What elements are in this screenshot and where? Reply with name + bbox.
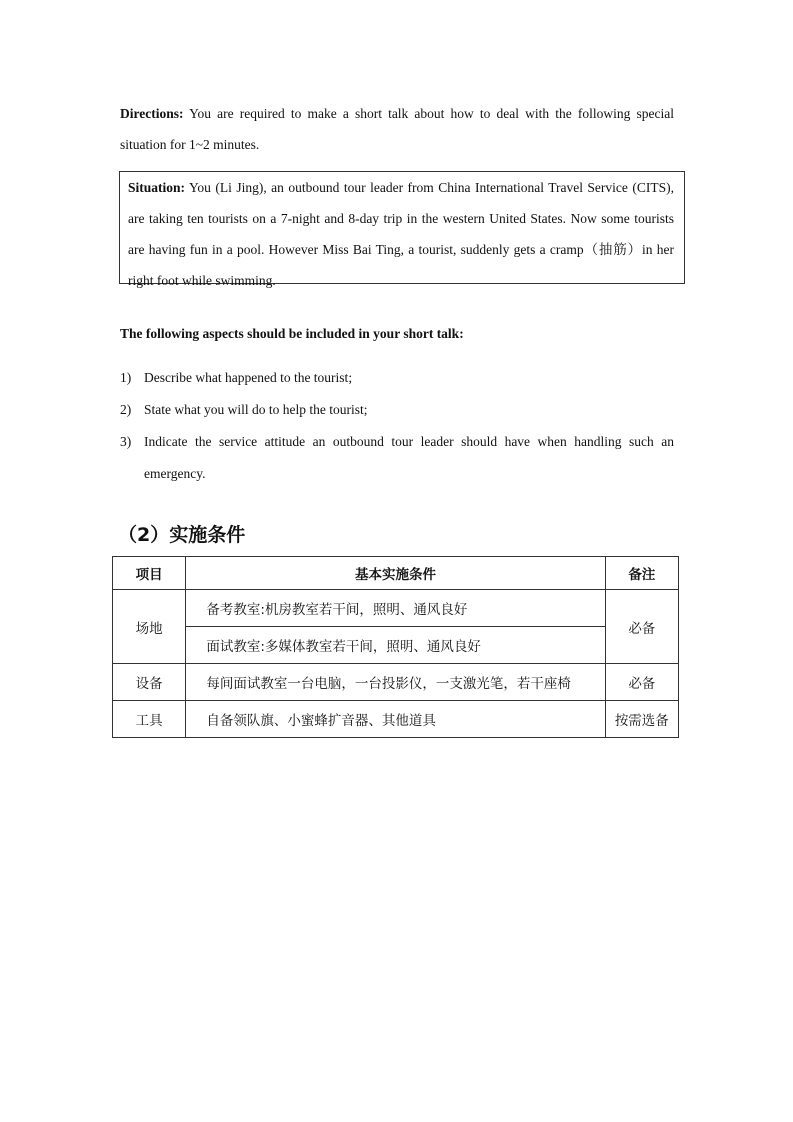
list-item-number: 1) bbox=[120, 370, 132, 385]
row-item-tools: 工具 bbox=[113, 701, 186, 738]
row-condition: 每间面试教室一台电脑，一台投影仪，一支激光笔，若干座椅 bbox=[186, 664, 605, 701]
situation-box bbox=[119, 171, 685, 288]
header-conditions: 基本实施条件 bbox=[186, 557, 605, 590]
row-condition: 自备领队旗、小蜜蜂扩音器、其他道具 bbox=[186, 701, 605, 738]
conditions-table bbox=[112, 556, 679, 738]
table-row bbox=[113, 627, 679, 664]
directions-label: Directions: bbox=[120, 106, 184, 121]
row-item-venue: 场地 bbox=[113, 590, 186, 664]
row-item-equipment: 设备 bbox=[113, 664, 186, 701]
list-item bbox=[120, 394, 674, 426]
list-item-text: Describe what happened to the tourist; bbox=[144, 370, 353, 385]
aspects-title: The following aspects should be included in your short talk: bbox=[120, 326, 464, 341]
table-header-row bbox=[113, 557, 679, 590]
row-note: 必备 bbox=[605, 590, 678, 664]
header-item: 项目 bbox=[113, 557, 186, 590]
list-item bbox=[120, 362, 674, 394]
list-item-number: 2) bbox=[120, 402, 132, 417]
table-row bbox=[113, 701, 679, 738]
table-row bbox=[113, 590, 679, 627]
list-item-number: 3) bbox=[120, 434, 132, 449]
section-title: （2）实施条件 bbox=[118, 524, 246, 546]
aspects-list bbox=[120, 362, 674, 490]
row-note: 按需选备 bbox=[605, 701, 678, 738]
list-item-text: State what you will do to help the tourist; bbox=[144, 402, 368, 417]
directions-paragraph bbox=[120, 98, 674, 160]
directions-text: You are required to make a short talk about how to deal with the following special situation for 1~2 minutes. bbox=[120, 106, 674, 152]
row-condition: 面试教室:多媒体教室若干间，照明、通风良好 bbox=[186, 627, 605, 664]
situation-label: Situation: bbox=[128, 180, 186, 195]
header-note: 备注 bbox=[605, 557, 678, 590]
situation-text: You (Li Jing), an outbound tour leader from China International Travel Service (CITS), are taking ten tourists on a 7-night and 8-day trip in the western United States. Now some tourists are having fun in a pool. However Miss Bai Ting, a tourist, suddenly gets a cramp（抽筋）in her right foot while swimming. bbox=[128, 180, 674, 288]
table-row bbox=[113, 664, 679, 701]
row-condition: 备考教室:机房教室若干间，照明、通风良好 bbox=[186, 590, 605, 627]
list-item-text: Indicate the service attitude an outbound tour leader should have when handling such an emergency. bbox=[144, 434, 674, 481]
row-note: 必备 bbox=[605, 664, 678, 701]
list-item bbox=[120, 426, 674, 490]
